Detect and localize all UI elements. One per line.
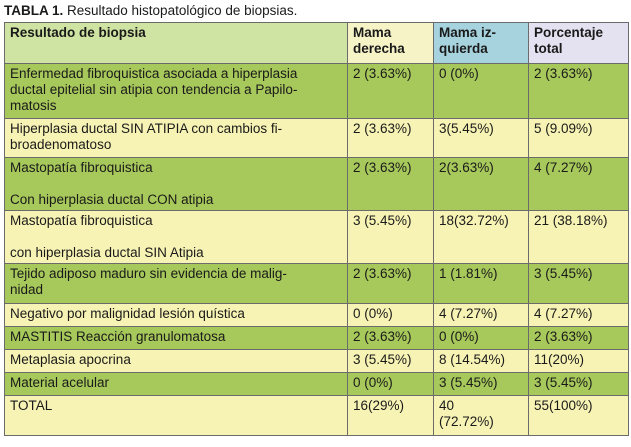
cell-total: 2 (3.63%) [529, 64, 629, 119]
cell-result: Mastopatía fibroquistica con hiperplasia ductal SIN Atipia [5, 211, 348, 264]
table-row [5, 350, 629, 373]
cell-right: 2 (3.63%) [348, 327, 434, 350]
header-row [5, 23, 629, 64]
header-total-percent: Porcentaje total [529, 23, 629, 64]
cell-result: Tejido adiposo maduro sin evidencia de malig- nidad [5, 264, 348, 304]
cell-right: 3 (5.45%) [348, 350, 434, 373]
header-right-breast: Mama derecha [348, 23, 434, 64]
cell-left: 3 (5.45%) [434, 373, 529, 396]
biopsy-results-table [4, 22, 629, 436]
cell-total: 21 (38.18%) [529, 211, 629, 264]
cell-total: 5 (9.09%) [529, 119, 629, 158]
cell-total: 4 (7.27%) [529, 158, 629, 211]
header-result: Resultado de biopsia [5, 23, 348, 64]
cell-total: 3 (5.45%) [529, 264, 629, 304]
cell-result: MASTITIS Reacción granulomatosa [5, 327, 348, 350]
header-left-breast: Mama iz- quierda [434, 23, 529, 64]
cell-left: 2(3.63%) [434, 158, 529, 211]
cell-total: 11(20%) [529, 350, 629, 373]
table-row-total [5, 396, 629, 436]
table-row [5, 64, 629, 119]
cell-result: Mastopatía fibroquistica Con hiperplasia ductal CON atipia [5, 158, 348, 211]
cell-total: 55(100%) [529, 396, 629, 436]
cell-right: 2 (3.63%) [348, 64, 434, 119]
cell-left: 0 (0%) [434, 327, 529, 350]
cell-right: 0 (0%) [348, 373, 434, 396]
cell-left: 18(32.72%) [434, 211, 529, 264]
cell-right: 16(29%) [348, 396, 434, 436]
cell-result: Enfermedad fibroquistica asociada a hiperplasia ductal epitelial sin atipia con tendencia a Papilo- matosis [5, 64, 348, 119]
cell-right: 2 (3.63%) [348, 158, 434, 211]
cell-left: 1 (1.81%) [434, 264, 529, 304]
table-row [5, 373, 629, 396]
table-row [5, 211, 629, 264]
cell-result: Material acelular [5, 373, 348, 396]
cell-right: 2 (3.63%) [348, 119, 434, 158]
cell-result: Hiperplasia ductal SIN ATIPIA con cambios fi- broadenomatoso [5, 119, 348, 158]
table-row [5, 304, 629, 327]
table-row [5, 264, 629, 304]
caption-text: Resultado histopatológico de biopsias. [63, 3, 298, 18]
cell-total: 4 (7.27%) [529, 304, 629, 327]
cell-left: 4 (7.27%) [434, 304, 529, 327]
cell-result: TOTAL [5, 396, 348, 436]
cell-total: 3 (5.45%) [529, 373, 629, 396]
cell-result: Negativo por malignidad lesión quística [5, 304, 348, 327]
cell-total: 2 (3.63%) [529, 327, 629, 350]
table-row [5, 158, 629, 211]
cell-right: 3 (5.45%) [348, 211, 434, 264]
cell-right: 2 (3.63%) [348, 264, 434, 304]
table-caption [4, 3, 297, 19]
cell-left: 40 (72.72%) [434, 396, 529, 436]
table-row [5, 327, 629, 350]
table-row [5, 119, 629, 158]
cell-left: 0 (0%) [434, 64, 529, 119]
cell-result: Metaplasia apocrina [5, 350, 348, 373]
cell-left: 3(5.45%) [434, 119, 529, 158]
cell-right: 0 (0%) [348, 304, 434, 327]
caption-label: TABLA 1. [4, 3, 64, 18]
cell-left: 8 (14.54%) [434, 350, 529, 373]
